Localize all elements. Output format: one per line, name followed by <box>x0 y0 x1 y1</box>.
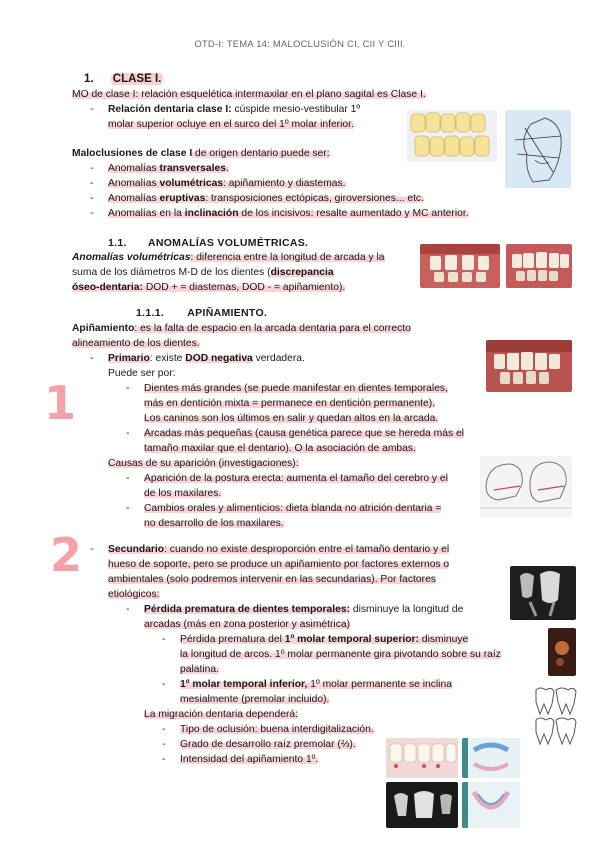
bold-term: Relación dentaria clase I: <box>108 104 232 115</box>
list-item: Anomalías transversales. <box>108 163 229 174</box>
bullet-dash: - <box>90 208 94 219</box>
paragraph-text: cúspide mesio-vestibular 1º <box>231 104 361 115</box>
bullet-dash: - <box>162 679 166 690</box>
paragraph-text: de origen dentario puede ser: <box>192 148 330 159</box>
text-line: óseo-dentaria: DOD + = diastemas, DOD - = apiñamiento). <box>72 282 346 293</box>
text-line <box>108 118 354 132</box>
text-line: no desarrollo de los maxilares. <box>144 518 284 529</box>
text-line: hueso de soporte, pero se produce un apiñamiento por factores externos o <box>108 559 450 570</box>
text-line: suma de los diámetros M-D de los dientes (discrepancia <box>72 267 334 278</box>
bullet-dash: - <box>90 353 94 364</box>
text-line: palatina. <box>180 664 219 675</box>
text-line: de los maxilares. <box>144 488 222 499</box>
text-line: La migración dentaria dependerá: <box>144 709 298 720</box>
subsection-title: ANOMALÍAS VOLUMÉTRICAS. <box>147 237 309 249</box>
text-line: más en dentición mixta = permanece en dentición permanente). <box>144 398 436 409</box>
xray-dark <box>548 628 576 676</box>
mouth-photo-diastema <box>420 244 500 288</box>
paragraph-text: molar superior ocluye en el surco del 1º molar inferior. <box>108 119 354 130</box>
molar-drawing <box>530 684 580 748</box>
subsubsection-heading <box>136 306 267 320</box>
subsubsection-number: 1.1.1. <box>136 307 165 319</box>
bullet-dash: - <box>126 428 130 439</box>
text-line: Dientes más grandes (se puede manifestar en dientes temporales, <box>144 383 448 394</box>
bullet-dash: - <box>90 193 94 204</box>
arch-diagram-bottom <box>462 782 520 828</box>
list-item: Anomalías eruptivas: transposiciones ectópicas, giroversiones... etc. <box>108 193 424 204</box>
bullet-dash: - <box>162 724 166 735</box>
text-line: Tipo de oclusión: buena interdigitalización. <box>180 724 374 735</box>
margin-mark-two: 2 <box>50 528 83 582</box>
cephalometric-diagram <box>505 110 571 188</box>
subsection-number: 1.1. <box>108 237 127 249</box>
text-line: Pérdida prematura de dientes temporales: disminuye la longitud de <box>144 604 464 615</box>
text-line: Cambios orales y alimenticios: dieta blanda no atrición dentaria = <box>144 503 442 514</box>
text-line <box>72 88 426 102</box>
bullet-dash: - <box>90 178 94 189</box>
text-line: Anomalías volumétricas: diferencia entre la longitud de arcada y la <box>72 252 385 263</box>
list-item: Anomalías en la inclinación de los incisivos: resalte aumentado y MC anterior. <box>108 208 469 219</box>
bullet-dash: - <box>162 634 166 645</box>
text-line: Grado de desarrollo raíz premolar (⅔). <box>180 739 356 750</box>
text-line: alineamiento de los dientes. <box>72 338 200 349</box>
text-line: arcadas (más en zona posterior y asimétrica) <box>144 619 351 630</box>
text-line: Pérdida prematura del 1º molar temporal superior: disminuye <box>180 634 469 645</box>
text-line: Causas de su aparición (investigaciones): <box>108 458 299 469</box>
subsection-heading <box>108 236 308 250</box>
skull-evolution-diagram <box>480 456 572 518</box>
text-line: Puede ser por: <box>108 368 176 379</box>
bullet-dash: - <box>90 104 94 115</box>
text-line: mesialmente (premolar incluido). <box>180 694 330 705</box>
text-line: Intensidad del apiñamiento 1º. <box>180 754 319 765</box>
text-line: Apiñamiento: es la falta de espacio en la arcada dentaria para el correcto <box>72 323 411 334</box>
xray-lower <box>386 782 458 828</box>
bullet-dash: - <box>126 383 130 394</box>
bullet-dash: - <box>162 754 166 765</box>
section-number: 1. <box>84 73 94 85</box>
text-line: Secundario: cuando no existe desproporción entre el tamaño dentario y el <box>108 544 450 555</box>
xray-molar <box>510 566 576 620</box>
text-line <box>108 103 360 117</box>
text-line: Arcadas más pequeñas (causa genética parece que se hereda más el <box>144 428 464 439</box>
text-line: Los caninos son los últimos en salir y quedan altos en la arcada. <box>144 413 439 424</box>
list-item: Anomalías volumétricas: apiñamiento y diastemas. <box>108 178 346 189</box>
text-line: la longitud de arcos. 1º molar permanente gira pivotando sobre su raíz <box>180 649 501 660</box>
text-line: Primario: existe DOD negativa verdadera. <box>108 353 305 364</box>
bullet-dash: - <box>90 163 94 174</box>
text-line: ambientales (solo podremos intervenir en las secundarias). Por factores <box>108 574 436 585</box>
bold-term: Maloclusiones de clase I <box>72 148 193 159</box>
bullet-dash: - <box>126 503 130 514</box>
text-line: 1º molar temporal inferior, 1º molar permanente se inclina <box>180 679 452 690</box>
section-heading <box>84 72 163 88</box>
page-header: OTD-I: TEMA 14: MALOCLUSIÓN CI, CII Y CIII. <box>194 39 406 50</box>
text-line: tamaño maxilar que el dentario). O la asociación de ambas. <box>144 443 416 454</box>
section-title: CLASE I. <box>112 73 162 85</box>
arch-diagram-top <box>462 738 520 778</box>
bullet-dash: - <box>126 473 130 484</box>
bullet-dash: - <box>90 544 94 555</box>
text-line: Aparición de la postura erecta: aumenta el tamaño del cerebro y el <box>144 473 448 484</box>
paragraph-text: MO de clase I: relación esquelética intermaxilar en el plano sagital es Clase I. <box>72 89 426 100</box>
subsubsection-title: APIÑAMIENTO. <box>187 307 268 319</box>
mouth-photo-crowded-arch <box>486 340 572 392</box>
text-line <box>72 147 330 161</box>
text-line: etiológicos: <box>108 589 160 600</box>
teeth-model-photo <box>407 110 497 162</box>
bullet-dash: - <box>126 604 130 615</box>
lower-tooth-photos <box>386 738 458 778</box>
mouth-photo-crowding <box>506 244 572 288</box>
margin-mark-one: 1 <box>44 376 77 430</box>
bullet-dash: - <box>162 739 166 750</box>
